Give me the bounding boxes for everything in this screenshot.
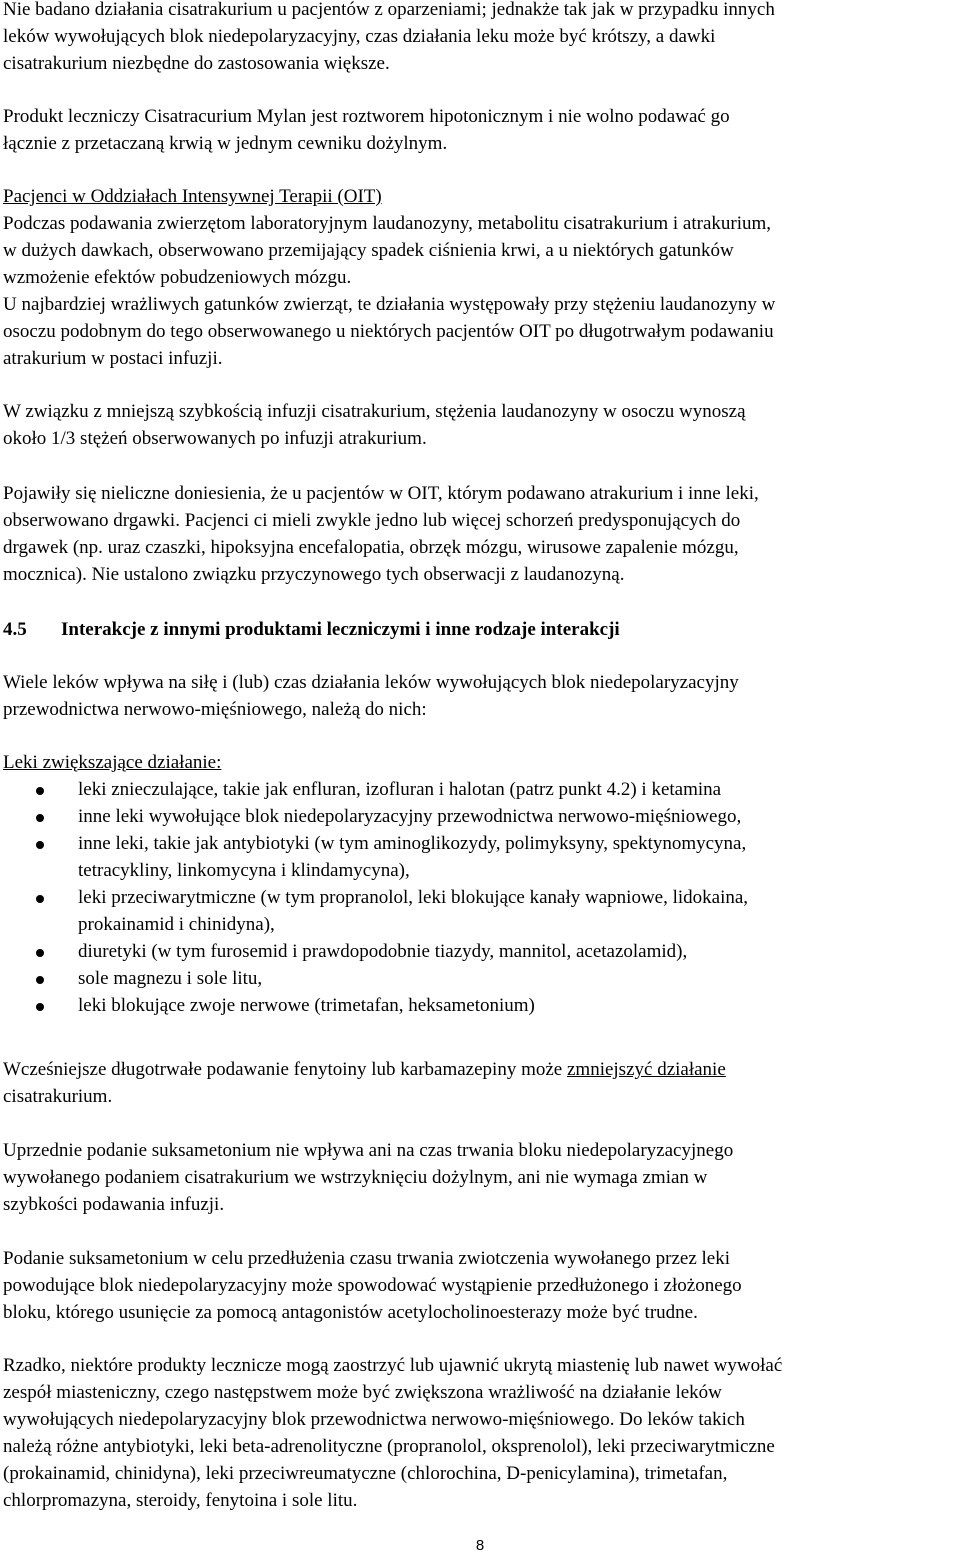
text-line: W związku z mniejszą szybkością infuzji cisatrakurium, stężenia laudanozyny w osoczu wynoszą — [3, 401, 746, 422]
paragraph-interactions-intro — [3, 669, 953, 723]
text-line: Podczas podawania zwierzętom laboratoryjnym laudanozyny, metabolitu cisatrakurium i atrakurium, — [3, 213, 772, 234]
list-item — [0, 776, 960, 803]
text-line: Produkt leczniczy Cisatracurium Mylan jest roztworem hipotonicznym i nie wolno podawać go — [3, 106, 730, 127]
text-line: cisatrakurium niezbędne do zastosowania większe. — [3, 53, 390, 74]
section-title: Interakcje z innymi produktami leczniczymi i inne rodzaje interakcji — [61, 619, 620, 640]
paragraph-phenytoin — [3, 1056, 953, 1110]
text-line: Rzadko, niektóre produkty lecznicze mogą zaostrzyć lub ujawnić ukrytą miastenię lub nawet wywołać — [3, 1355, 783, 1376]
text-line: bloku, którego usunięcie za pomocą antagonistów acetylocholinoesterazy może być trudne. — [3, 1302, 698, 1323]
text-line: wywołanego podaniem cisatrakurium we wstrzyknięciu dożylnym, ani nie wymaga zmian w — [3, 1167, 708, 1188]
paragraph-suxamethonium-prolong — [3, 1245, 953, 1326]
paragraph-suxamethonium-prior — [3, 1137, 953, 1218]
list-item-text: sole magnezu i sole litu, — [78, 968, 263, 989]
list-item — [0, 938, 960, 965]
list-item — [0, 884, 960, 938]
bullet-icon — [36, 895, 44, 903]
text-line: w dużych dawkach, obserwowano przemijający spadek ciśnienia krwi, a u niektórych gatunków — [3, 240, 734, 261]
paragraph-hypotonic — [3, 103, 953, 157]
list-item — [0, 803, 960, 830]
list-item-text: leki znieczulające, takie jak enfluran, izofluran i halotan (patrz punkt 4.2) i ketamina — [78, 779, 722, 800]
text-line: Nie badano działania cisatrakurium u pacjentów z oparzeniami; jednakże tak jak w przypadku innych — [3, 0, 775, 20]
list-item-text: prokainamid i chinidyna), — [78, 914, 275, 935]
enhancing-drugs-list — [0, 776, 960, 1019]
list-heading-text: Leki zwiększające działanie: — [3, 752, 222, 773]
list-item-text: leki przeciwarytmiczne (w tym propranolol, leki blokujące kanały wapniowe, lidokaina, — [78, 887, 749, 908]
list-item-text: inne leki wywołujące blok niedepolaryzacyjny przewodnictwa nerwowo-mięśniowego, — [78, 806, 742, 827]
text-line: powodujące blok niedepolaryzacyjny może spowodować wystąpienie przedłużonego i złożonego — [3, 1275, 742, 1296]
paragraph-seizures — [3, 480, 953, 588]
text-line: Wiele leków wpływa na siłę i (lub) czas działania leków wywołujących blok niedepolaryzacyjny — [3, 672, 739, 693]
list-item-text: tetracykliny, linkomycyna i klindamycyna), — [78, 860, 410, 881]
page-number: 8 — [475, 1537, 485, 1554]
bullet-icon — [36, 1003, 44, 1011]
text-line: wzmożenie efektów pobudzeniowych mózgu. — [3, 267, 352, 288]
text-line: szybkości podawania infuzji. — [3, 1194, 225, 1215]
list-item — [0, 965, 960, 992]
paragraph-infusion-rate — [3, 398, 953, 452]
text-line: łącznie z przetaczaną krwią w jednym cewniku dożylnym. — [3, 133, 448, 154]
text-line: atrakurium w postaci infuzji. — [3, 348, 223, 369]
bullet-icon — [36, 976, 44, 984]
text-line: przewodnictwa nerwowo-mięśniowego, należą do nich: — [3, 699, 427, 720]
subheading-icu: Pacjenci w Oddziałach Intensywnej Terapii (OIT) — [3, 186, 382, 207]
text-line: zespół miasteniczny, czego następstwem może być zwiększona wrażliwość na działanie leków — [3, 1382, 722, 1403]
bullet-icon — [36, 949, 44, 957]
text-line: około 1/3 stężeń obserwowanych po infuzji atrakurium. — [3, 428, 427, 449]
text-line: chlorpromazyna, steroidy, fenytoina i sole litu. — [3, 1490, 358, 1511]
text-line: mocznica). Nie ustalono związku przyczynowego tych obserwacji z laudanozyną. — [3, 564, 625, 585]
paragraph-burns — [3, 0, 953, 77]
paragraph-icu — [3, 183, 953, 372]
bullet-icon — [36, 814, 44, 822]
text-fragment: Wcześniejsze długotrwałe podawanie fenytoiny lub karbamazepiny może — [3, 1059, 567, 1080]
list-item-text: diuretyki (w tym furosemid i prawdopodobnie tiazydy, mannitol, acetazolamid), — [78, 941, 688, 962]
text-line: Pojawiły się nieliczne doniesienia, że u pacjentów w OIT, którym podawano atrakurium i inne leki, — [3, 483, 759, 504]
text-line: należą różne antybiotyki, leki beta-adrenolityczne (propranolol, oksprenolol), leki przeciwarytmiczne — [3, 1436, 775, 1457]
text-line: osoczu podobnym do tego obserwowanego u niektórych pacjentów OIT po długotrwałym podawaniu — [3, 321, 774, 342]
section-number: 4.5 — [3, 619, 27, 640]
list-item-text: leki blokujące zwoje nerwowe (trimetafan, heksametonium) — [78, 995, 535, 1016]
text-line: cisatrakurium. — [3, 1086, 113, 1107]
paragraph-myasthenia — [3, 1352, 953, 1514]
bullet-icon — [36, 841, 44, 849]
text-line: wywołujących niedepolaryzacyjny blok przewodnictwa nerwowo-mięśniowego. Do leków takich — [3, 1409, 745, 1430]
list-heading — [3, 749, 953, 776]
list-item — [0, 992, 960, 1019]
section-heading — [3, 616, 620, 643]
text-line: obserwowano drgawki. Pacjenci ci mieli zwykle jedno lub więcej schorzeń predysponujących do — [3, 510, 741, 531]
list-item-text: inne leki, takie jak antybiotyki (w tym aminoglikozydy, polimyksyny, spektynomycyna, — [78, 833, 747, 854]
text-line: Uprzednie podanie suksametonium nie wpływa ani na czas trwania bloku niedepolaryzacyjnego — [3, 1140, 734, 1161]
text-line: drgawek (np. uraz czaszki, hipoksyjna encefalopatia, obrzęk mózgu, wirusowe zapalenie mózgu, — [3, 537, 739, 558]
underlined-fragment: zmniejszyć działanie — [566, 1059, 726, 1080]
list-item — [0, 830, 960, 884]
text-line: U najbardziej wrażliwych gatunków zwierząt, te działania występowały przy stężeniu laudanozyny w — [3, 294, 776, 315]
text-line: leków wywołujących blok niedepolaryzacyjny, czas działania leku może być krótszy, a dawki — [3, 26, 716, 47]
text-line — [3, 1056, 953, 1083]
text-line: (prokainamid, chinidyna), leki przeciwreumatyczne (chlorochina, D-penicylamina), trimetafan, — [3, 1463, 728, 1484]
bullet-icon — [36, 787, 44, 795]
text-line: Podanie suksametonium w celu przedłużenia czasu trwania zwiotczenia wywołanego przez leki — [3, 1248, 730, 1269]
